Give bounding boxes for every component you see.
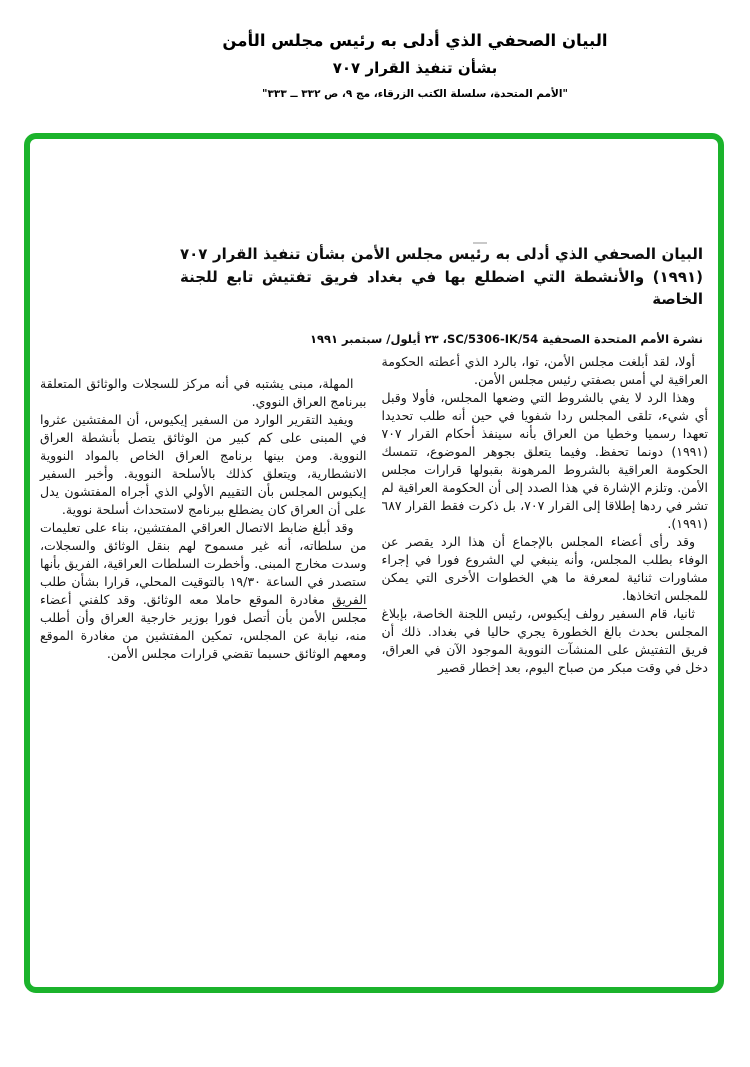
- paragraph-3: وقد رأى أعضاء المجلس بالإجماع أن هذا الرد يقصر عن الوفاء بطلب المجلس، وأنه ينبغي لي الشروع فورا في إجراء مشاورات ثنائية لمعرفة ما هي الخطوات الأخرى التي يمكن للمجلس اتخاذها.: [381, 534, 708, 603]
- underlined-word: الفريق: [332, 592, 367, 607]
- paragraph-4: ثانيا، قام السفير رولف إيكيوس، رئيس اللجنة الخاصة، بإبلاغ المجلس بحدث بالغ الخطورة يجري حاليا في بغداد. ذلك أن فريق التفتيش على المنشآت النووية الموجود الآن في العراق، دخل في وقت مبكر من صباح اليوم، بعد إخطار قصير: [381, 606, 708, 675]
- column-right: [382, 353, 709, 677]
- paragraph-1: أولا، لقد أبلغت مجلس الأمن، توا، بالرد الذي أعطته الحكومة العراقية لي أمس بصفتي رئيس مجلس الأمن.: [381, 354, 708, 387]
- body-columns: [40, 353, 708, 677]
- page-header: [80, 31, 750, 100]
- document-body: [30, 139, 718, 987]
- header-title-line2: بشأن تنفيذ القرار ٧٠٧: [332, 59, 498, 77]
- document-title: البيان الصحفي الذي أدلى به رئيس مجلس الأمن بشأن تنفيذ القرار ٧٠٧ (١٩٩١) والأنشطة التي اضطلع بها في بغداد فريق تفتيش تابع للجنة الخاصة: [180, 245, 703, 308]
- paragraph-2: وهذا الرد لا يفي بالشروط التي وضعها المجلس، فأولا وقبل أي شيء، تلقى المجلس ردا شفويا في حين أنه طلب تحديدا تعهدا رسميا وخطيا من العراق بأنه سينفذ أحكام القرار ٧٠٧ (١٩٩١) دونما تحفظ. وفيما يتعلق بجوهر الموضوع، تتمسك الحكومة العراقية بالشروط المرهونة بقبولها قرارات مجلس الأمن. وتلزم الإشارة في هذا الصدد إلى أن الحكومة العراقية لم تشر في ردها إطلاقا إلى القرار ٧٠٧، بل ذكرت فقط القرار ٦٨٧ (١٩٩١).: [381, 390, 708, 531]
- paragraph-5: المهلة، مبنى يشتبه في أنه مركز للسجلات والوثائق المتعلقة ببرنامج العراق النووي.: [40, 376, 367, 409]
- document-dateline: نشرة الأمم المتحدة الصحفية SC/5306-IK/54، ٢٣ أيلول/ سبتمبر ١٩٩١: [309, 332, 703, 346]
- header-source-citation: "الأمم المتحدة، سلسلة الكتب الزرقاء، مج ٩، ص ٣٣٢ ــ ٣٣٣": [262, 88, 568, 100]
- paragraph-7-part2: مغادرة الموقع حاملا معه الوثائق. وقد كلفني أعضاء مجلس الأمن بأن أتصل فورا بوزير خارجية العراق وأن أطلب منه، نيابة عن المجلس، تمكين المفتشين من مغادرة الموقع ومعهم الوثائق حسبما تقضي قرارات مجلس الأمن.: [40, 592, 367, 661]
- header-title-line1: البيان الصحفي الذي أدلى به رئيس مجلس الأمن: [222, 31, 608, 50]
- green-highlight-border: [24, 133, 724, 993]
- paragraph-7-part1: وقد أبلغ ضابط الاتصال العراقي المفتشين، بناء على تعليمات من سلطاته، أنه غير مسموح لهم بنقل الوثائق والسجلات، وسدت مخارج المبنى. وأخطرت السلطات العراقية، الفريق بأنها ستصدر في الساعة ١٩/٣٠ بالتوقيت المحلي، قرارا بشأن طلب: [40, 520, 367, 589]
- paragraph-6: ويفيد التقرير الوارد من السفير إيكيوس، أن المفتشين عثروا في المبنى على كم كبير من الوثائق يتصل بأنشطة العراق النووية. ومن بينها برنامج العراق الخاص بالمواد النووية الانشطارية، ويتعلق كذلك بالأسلحة النووية. وأخبر السفير إيكيوس المجلس بأن التقييم الأولي الذي أجراه المفتشون يدل على أن العراق كان يضطلع ببرنامج لاستحداث أسلحة نووية.: [40, 412, 367, 517]
- paragraph-7: [40, 519, 367, 663]
- column-left: [40, 353, 367, 663]
